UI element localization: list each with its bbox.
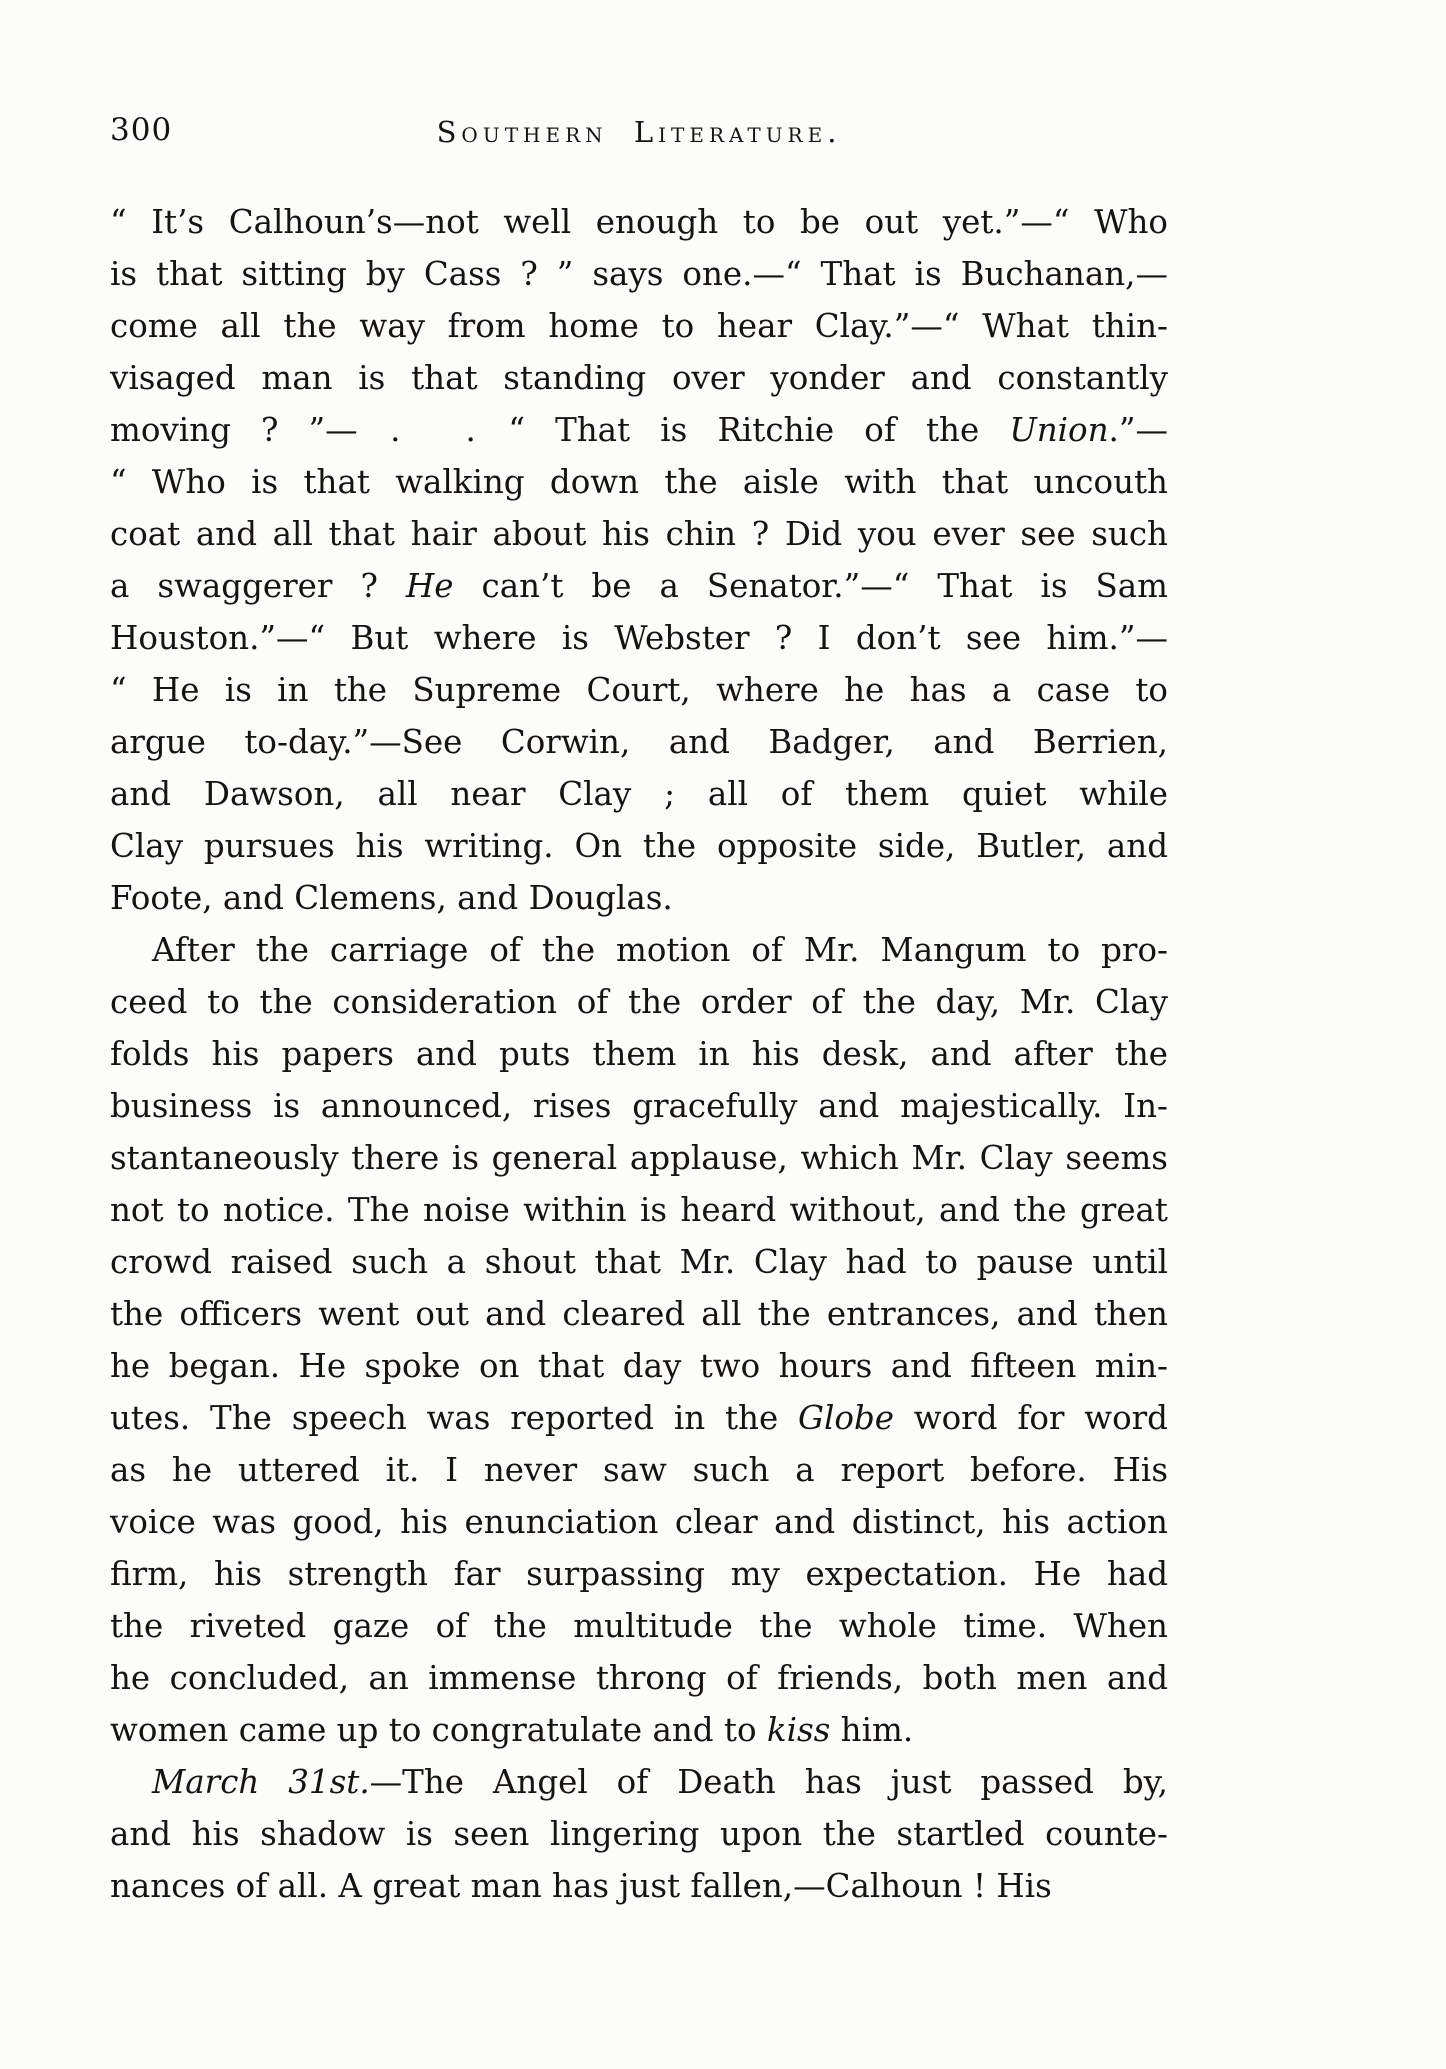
text-line: visaged man is that standing over yonder and constantly: [110, 359, 1168, 397]
text-line: utes. The speech was reported in the Globe word for word: [110, 1399, 1168, 1437]
text-line: voice was good, his enunciation clear and distinct, his action: [110, 1503, 1168, 1541]
text-line: argue to-day.”—See Corwin, and Badger, and Berrien,: [110, 723, 1168, 761]
running-title: Southern Literature.: [436, 115, 842, 149]
paragraph-march-31st: [110, 1756, 1168, 1912]
text-line: “ It’s Calhoun’s—not well enough to be out yet.”—“ Who: [110, 203, 1168, 241]
text-line: come all the way from home to hear Clay.”—“ What thin-: [110, 307, 1168, 345]
text-line: coat and all that hair about his chin ? Did you ever see such: [110, 515, 1168, 553]
text-line: a swaggerer ? He can’t be a Senator.”—“ That is Sam: [110, 567, 1168, 605]
text-line: ceed to the consideration of the order of the day, Mr. Clay: [110, 983, 1168, 1021]
text-line: and his shadow is seen lingering upon the startled counte-: [110, 1815, 1168, 1853]
text-line: he began. He spoke on that day two hours and fifteen min-: [110, 1347, 1168, 1385]
text-line: “ Who is that walking down the aisle with that uncouth: [110, 463, 1168, 501]
text-line: Clay pursues his writing. On the opposite side, Butler, and: [110, 827, 1168, 865]
text-line: folds his papers and puts them in his desk, and after the: [110, 1035, 1168, 1073]
text-line: After the carriage of the motion of Mr. Mangum to pro-: [152, 931, 1168, 969]
text-line: nances of all. A great man has just fallen,—Calhoun ! His: [110, 1867, 1052, 1905]
text-line: business is announced, rises gracefully and majestically. In-: [110, 1087, 1168, 1125]
paragraph-dialogue: [110, 196, 1168, 924]
text-line: moving ? ”— . . “ That is Ritchie of the Union.”—: [110, 411, 1168, 449]
text-line: crowd raised such a shout that Mr. Clay had to pause until: [110, 1243, 1168, 1281]
paragraph-clay-speech: [110, 924, 1168, 1756]
page-number: 300: [110, 112, 173, 148]
body-text: [110, 196, 1168, 1912]
text-line: as he uttered it. I never saw such a report before. His: [110, 1451, 1168, 1489]
text-line: and Dawson, all near Clay ; all of them quiet while: [110, 775, 1168, 813]
text-line: he concluded, an immense throng of friends, both men and: [110, 1659, 1168, 1697]
text-line: March 31st.—The Angel of Death has just passed by,: [152, 1763, 1168, 1801]
text-line: women came up to congratulate and to kiss him.: [110, 1711, 914, 1749]
page-content: [110, 112, 1168, 1912]
text-line: stantaneously there is general applause, which Mr. Clay seems: [110, 1139, 1168, 1177]
text-line: Foote, and Clemens, and Douglas.: [110, 879, 673, 917]
text-line: not to notice. The noise within is heard without, and the great: [110, 1191, 1168, 1229]
running-header: [110, 112, 1168, 162]
text-line: the officers went out and cleared all the entrances, and then: [110, 1295, 1168, 1333]
text-line: “ He is in the Supreme Court, where he has a case to: [110, 671, 1168, 709]
text-line: is that sitting by Cass ? ” says one.—“ That is Buchanan,—: [110, 255, 1168, 293]
text-line: firm, his strength far surpassing my expectation. He had: [110, 1555, 1168, 1593]
text-line: Houston.”—“ But where is Webster ? I don’t see him.”—: [110, 619, 1168, 657]
text-line: the riveted gaze of the multitude the whole time. When: [110, 1607, 1168, 1645]
